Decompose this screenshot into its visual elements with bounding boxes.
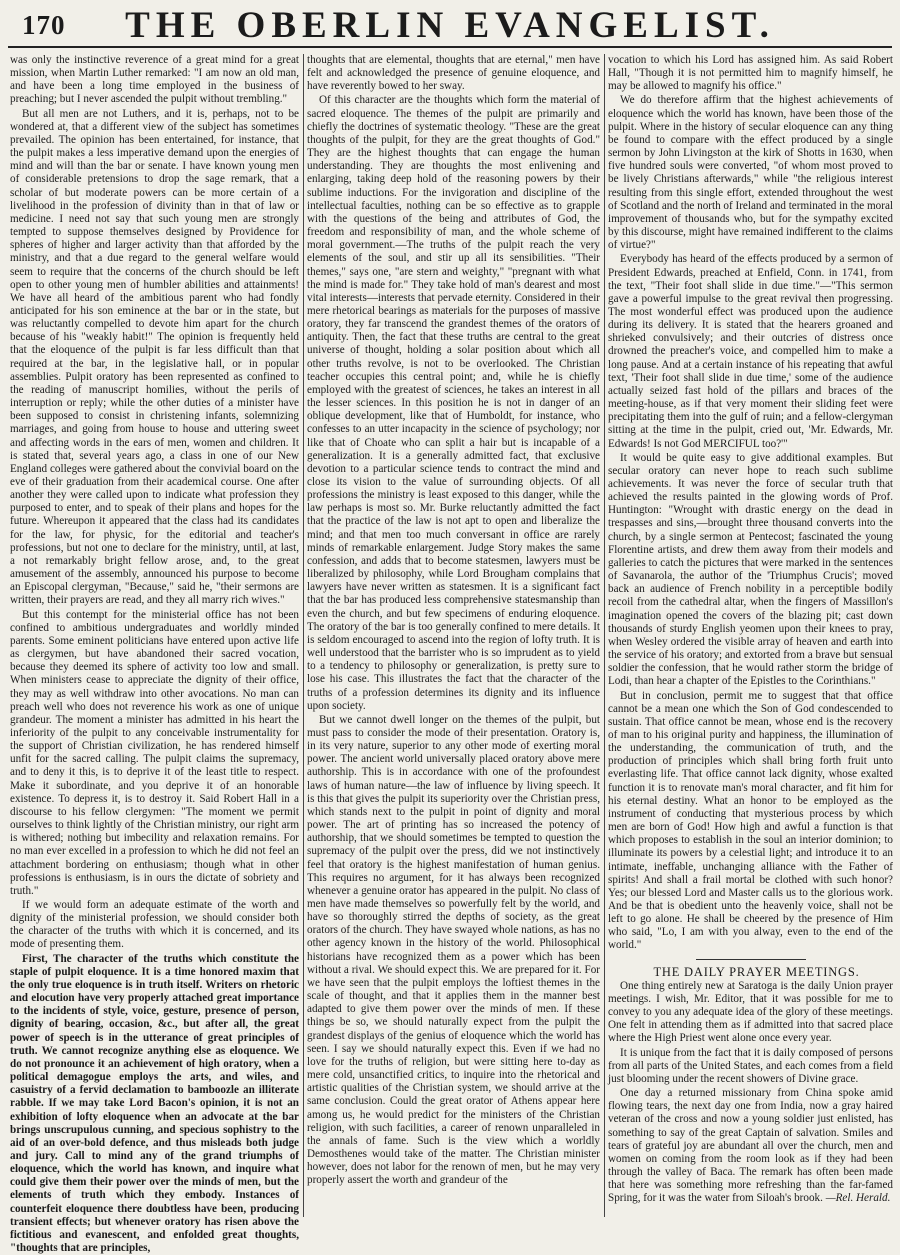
paragraph: But we cannot dwell longer on the themes of the pulpit, but must pass to consider the mode of their presentation. Oratory is, in its very nature, superior to any other mode of exerting moral power. The ancient world universally placed oratory above mere authorship. This is in accordance with one of the profoundest laws of human nature—the law of influence by living speech. It is this that gives the pulpit its superiority over the Christian press, which stands next to the pulpit in point of dignity and moral power. The art of printing has so increased the potency of authorship, that we should sometimes be tempted to question the supremacy of the pulpit over the press, did we not instinctively feel that oratory is the highest manifestation of human genius. This requires no argument, for it has always been recognized whenever a genuine orator has appeared in the pulpit. No class of men have made themselves so powerfully felt by the world, and have so thoroughly stirred the depths of society, as the great orators of the church. They have swayed whole nations, as has no other agency known in the history of the world. Philosophical historians have recognized them as a power which has been without a rival. We should expect this. We are prepared for it. For we have seen that the pulpit employs the loftiest themes in the scale of thought, and that it applies them in the manner best adapted to give them power over the minds of men. If these things be so, we should naturally expect from the pulpit the grandest displays of the genius of eloquence which the world has seen. I say we should naturally expect this. Even if we had no love for the truths of religion, but were sitting here to-day as mere cold, unsanctified critics, to inquire into the rhetorical and artistic qualities of the Christian system, we should arrive at the same conclusion. Could the great orator of Athens appear here among us, he would predict for the ministers of the Christian religion, with such facilities, a career of renown unparalleled in the annals of fame. Such is the view which a worldly Demosthenes would take of the matter. The Christian minister however, does not labor for the renown of men, but he may very properly assert the worth and grandeur of the — [307, 713, 600, 1187]
paragraph: It is unique from the fact that it is daily composed of persons from all parts of the United States, and each comes from a field just blooming under the recent showers of Divine grace. — [608, 1046, 893, 1085]
paragraph: If we would form an adequate estimate of the worth and dignity of the ministerial profession, we should consider both the character of the truths with which it is concerned, and its mode of presenting them. — [10, 899, 299, 951]
paragraph: One thing entirely new at Saratoga is the daily Union prayer meetings. I wish, Mr. Editor, that it was possible for me to convey to you any adequate idea of the glory of these meetings. One felt in attending them as if admitted into that sacred place where the High Priest went alone once every year. — [608, 979, 893, 1045]
column-divider — [604, 54, 605, 1217]
paragraph: But this contempt for the ministerial office has not been confined to ambitious undergraduates and worldly minded parents. Some eminent politicians have entered upon active life as clergymen, but have abandoned their sacred vocation, because they deemed its sphere of activity too low and small. When ministers cease to appreciate the dignity of their office, they may as well withdraw into other avocations. No man can preach well who does not reverence his work as one of unique grandeur. The moment a minister has admitted in his heart the inferiority of the pulpit to any conceivable instrumentality for the support of Christian civilization, he has rendered himself unfit for the sacred calling. The pulpit claims the supremacy, and to deny it this, is to deprive it of the least title to respect. Make it subordinate, and you deprive it of an honorable existence. To depress it, is to destroy it. Said Robert Hall in a discourse to his fellow clergymen: "The moment we permit ourselves to think lightly of the Christian ministry, our right arm is withered; nothing but imbecility and relaxation remains. For no man ever excelled in a profession to which he did not feel an attachment bordering on enthusiasm; though what in other professions is enthusiasm, is in ours the dictate of sobriety and truth." — [10, 608, 299, 897]
paragraph: We do therefore affirm that the highest achievements of eloquence which the world has known, have been those of the pulpit. Where in the history of secular eloquence can any thing be found to compare with the effect produced by a single sermon by John Livingston at the kirk of Shotts in 1630, when five hundred souls were converted, "of whom most proved to be lively Christians afterwards," while "the religious interest resulting from this single effort, extended throughout the west of Scotland and the north of Ireland and terminated in the moral improvement of thousands who, but for the sympathy excited by this discourse, might have remained indifferent to the claims of virtue?" — [608, 94, 893, 252]
paragraph — [608, 1087, 893, 1205]
paragraph-text: One day a returned missionary from China spoke amid flowing tears, the next day one from India, now a gray haired veteran of the cross and now a young soldier just enlisted, has something to say of the great Captain of salvation. Smiles and tears of grateful joy are abundant all over the church, men and women on coming from the room look as if they had been through the valley of Baca. The remark has often been made that here was something more refreshing than the far-famed Spring, for it was the water from Siloah's brook. — [608, 1087, 893, 1205]
paragraph: It would be quite easy to give additional examples. But secular oratory can never hope to reach such sublime achievements. It was never the force of secular truth that achieved the results painted in the glowing words of Prof. Huntington: "Wrought with drastic energy on the dead in trespasses and sins,—brought three thousand converts into the church, by a single sermon at Pentecost; fascinated the young Florentine artists, and drew them away from their models and galleries to catch the pictures that were marked in the sentences of Savanarola, the author of the 'Triumphus Crucis'; moved back an audience of French nobility in a perceptible bodily recoil from the cathedral altar, when the fingers of Massillon's imagination opened the covers of the blazing pit; cast down thousands of sturdy English yeomen upon their knees to pray, when Wesley ordered the visible array of heaven and earth into the service of his oratory; and extorted from a brave but sensual soldier the confession, that he would rather storm the bridge of Lodi, than hear a chapter of the Epistles to the Corinthians." — [608, 451, 893, 688]
page-header — [8, 4, 892, 48]
paragraph: was only the instinctive reverence of a great mind for a great mission, when Martin Luther remarked: "I am now an old man, and have been a long time employed in the business of preaching; but I never ascended the pulpit without trembling." — [10, 54, 299, 106]
paragraph: But in conclusion, permit me to suggest that that office cannot be a mean one which the Son of God condescended to sustain. That office cannot be mean, whose end is the recovery of man to his original purity and happiness, the illumination of the understanding, the communication of truth, and the production of principles which shall bring forth fruit unto everlasting life. That office cannot lack dignity, whose exalted function it is to renovate man's moral character, and fit him for his eternal destiny. What an honor to be employed as the instrument of conducting that mysterious process by which men are born of God! How high and awful a function is that which proposes to establish in the soul an interior dominion; to illuminate its powers by a celestial light; and introduce it to an intimate, ineffable, unchanging alliance with the Father of spirits! And shall a frail mortal be clothed with such honor? Yes; our blessed Lord and Master calls us to the glorious work. And be that is obedient unto the heavenly voice, shall not be left to go alone. He shall be cheered by the presence of Him who said, "Lo, I am with you alway, even to the end of the world." — [608, 689, 893, 952]
paragraph: thoughts that are elemental, thoughts that are eternal," men have felt and acknowledged the presence of genuine eloquence, and have reverently bowed to her sway. — [307, 54, 600, 93]
paragraph: Of this character are the thoughts which form the material of sacred eloquence. The themes of the pulpit are primarily and chiefly the doctrines of systematic theology. "These are the great thoughts of the pulpit, for they are the great thoughts of God." They are the highest thoughts that can engage the human understanding. They are thoughts the most enlivening and enlarging, taking deep hold of the reasoning powers by their sublime inductions. For the invigoration and discipline of the intellectual faculties, nothing can be so effective as to grapple with the questions of the being and attributes of God, the freedom and responsibility of man, and the whole scheme of moral government.—The truths of the pulpit reach the very elements of the soul, and stir up all its sensibilities. "Their themes," says one, "are stern and weighty," "pregnant with what the mind is made for." They take hold of man's dearest and most vital interests—interests that pervade eternity. Considered in their mere rhetorical bearings as materials for the purposes of massive oratory, they far transcend the grandest themes of the orators of antiquity. Then, the fact that these truths are central to the great universe of thought, holding a solar position about which all other truths revolve, is not to be overlooked. The Christian teacher occupies this central point; and, while he is chiefly employed with the greatest of sciences, he takes an interest in all the lesser sciences. In this position he is not in danger of an oblique development, like that of Humboldt, for instance, who confesses to an utter incapacity in the science of psychology; nor like that of Choate who can split a hair but is incapable of a generalization. It is a generally admitted fact, that exclusive devotion to a particular science tends to contract the mind and close its vision to the value of surrounding objects. Of all professions the ministry is least exposed to this danger, while the law perhaps is most so. Mr. Burke reluctantly admitted the fact that the practice of the law is not apt to open and liberalize the mind; and that men too much conversant in office are rarely minds of remarkable enlargement. Judge Story makes the same confession, and adds that to become statesmen, lawyers must be liberalized by philosophy, while Lord Brougham complains that lawyers have never written as statesmen. It is a significant fact that the bar has produced less comprehensive statesmanship than even the church, and but few specimens of enduring eloquence. The oratory of the bar is too generally confined to mere details. It is seldom encouraged to ascend into the region of lofty truth. It is well understood that the barrister who is so imprudent as to yield to a tendency to philosophy or generalization, is pretty sure to lose his case. This illustrates the fact that the character of the truths of a profession determines its dignity and its influence upon society. — [307, 94, 600, 712]
source-signature: —Rel. Herald. — [825, 1192, 891, 1205]
section-heading: THE DAILY PRAYER MEETINGS. — [653, 964, 860, 979]
column-2 — [307, 54, 600, 1216]
paragraph: vocation to which his Lord has assigned him. As said Robert Hall, "Though it is not permitted him to magnify himself, he may be allowed to magnify his office." — [608, 54, 893, 93]
paragraph: But all men are not Luthers, and it is, perhaps, not to be wondered at, that a different view of the subject has sometimes prevailed. The opinion has been entertained, for instance, that the pulpit makes a less imperative demand upon the energies of mind and will than the bar or senate. I have known young men of considerable pretensions to drop the sage remark, that a scholar of but moderate powers can be more certain of a livelihood in the profession of divinity than in that of law or medicine. I need not say that such young men are strongly tempted to suppose themselves designed by Providence for spheres of higher and larger activity than that afforded by the ministry, and that a due regard to the general welfare would seem to require that the concerns of the church should be left open to other young men of humbler abilities and attainments! We have all heard of the ambitious parent who had fondly anticipated for his son eminence at the bar or in the state, but was reluctantly compelled to devote him apart for the church because of his "weakly habit!" The opinion is frequently held that the eloquence of the pulpit is far less difficult than that required at the bar, in the legislative hall, or in popular assemblies. Pulpit oratory has been represented as confined to the reading of manuscript homilies, without the perils of interruption or reply; while the other duties of a minister have been supposed to consist in christening infants, solemnizing marriages, and going from house to house and uttering sweet and affecting words in the ears of men, women and children. It is stated that, several years ago, a class in one of our New England colleges were gathered about the convivial board on the eve of their graduation from their academical course. One after another they were called upon to indicate what profession they purposed to enter, and to speak of their plans and hopes for the future. Whereupon it appeared that the class had its candidates for the law, for physic, for the editorial and teacher's professions, but not one to declare for the ministry, until, at last, a not remarkably bright fellow arose, and, to the great amusement of the assembly, announced his purpose to become an Episcopal clergyman, "Because," said he, "their sermons are written, their prayers are read, and they all marry rich wives." — [10, 107, 299, 607]
page-number: 170 — [22, 10, 66, 40]
section-divider — [696, 959, 806, 960]
paragraph: First, The character of the truths which constitute the staple of pulpit eloquence. It is a time honored maxim that the only true eloquence is in truth itself. Writers on rhetoric and elocution have very properly attached great importance to the incidents of style, voice, gesture, presence of person, dignity of bearing, occasion, &c., but after all, the great power of speech is in the utterance of great principles of truth. We cannot recognize anything else as eloquence. We do not pronounce it an achievement of high oratory, when a political demagogue employs the arts, and wiles, and casuistry of a fervid declamation to bamboozle an illiterate rabble. If we may take Lord Bacon's opinion, it is not an exhibition of lofty eloquence when an advocate at the bar brings unscrupulous cunning, and specious sophistry to the aid of an over-bold defence, and thus misleads both judge and jury. Call to mind any of the grand triumphs of eloquence, which the world has known, and inquire what could give them their power over the minds of men, but the elements of truth which they embody. Instances of counterfeit eloquence there doubtless have been, producing transient effects; but whenever oratory has risen above the fictitious and evanescent, and enfolded great thoughts, "thoughts that are principles, — [10, 952, 299, 1255]
paragraph: Everybody has heard of the effects produced by a sermon of President Edwards, preached at Enfield, Conn. in 1741, from the text, "Their foot shall slide in due time."—"This sermon gave a powerful impulse to the great revival then progressing. The most wonderful effect was produced upon the audience during its delivery. It is stated that the hearers groaned and shrieked convulsively; and their outcries of distress once drowned the preacher's voice, and compelled him to make a long pause. And at a certain instance of his repeating that awful text, 'Their foot shall slide in due time,' some of the audience actually seized fast hold of the pillars and braces of the meeting-house, as if that very moment their sliding feet were precipitating them into the gulf of ruin; and a fellow-clergyman sitting at the time in the pulpit, cried out, 'Mr. Edwards, Mr. Edwards! Is not God MERCIFUL too?'" — [608, 253, 893, 450]
column-1 — [10, 54, 299, 1255]
column-3 — [608, 54, 893, 1216]
masthead-title: THE OBERLIN EVANGELIST. — [125, 5, 775, 46]
column-divider — [303, 54, 304, 1217]
